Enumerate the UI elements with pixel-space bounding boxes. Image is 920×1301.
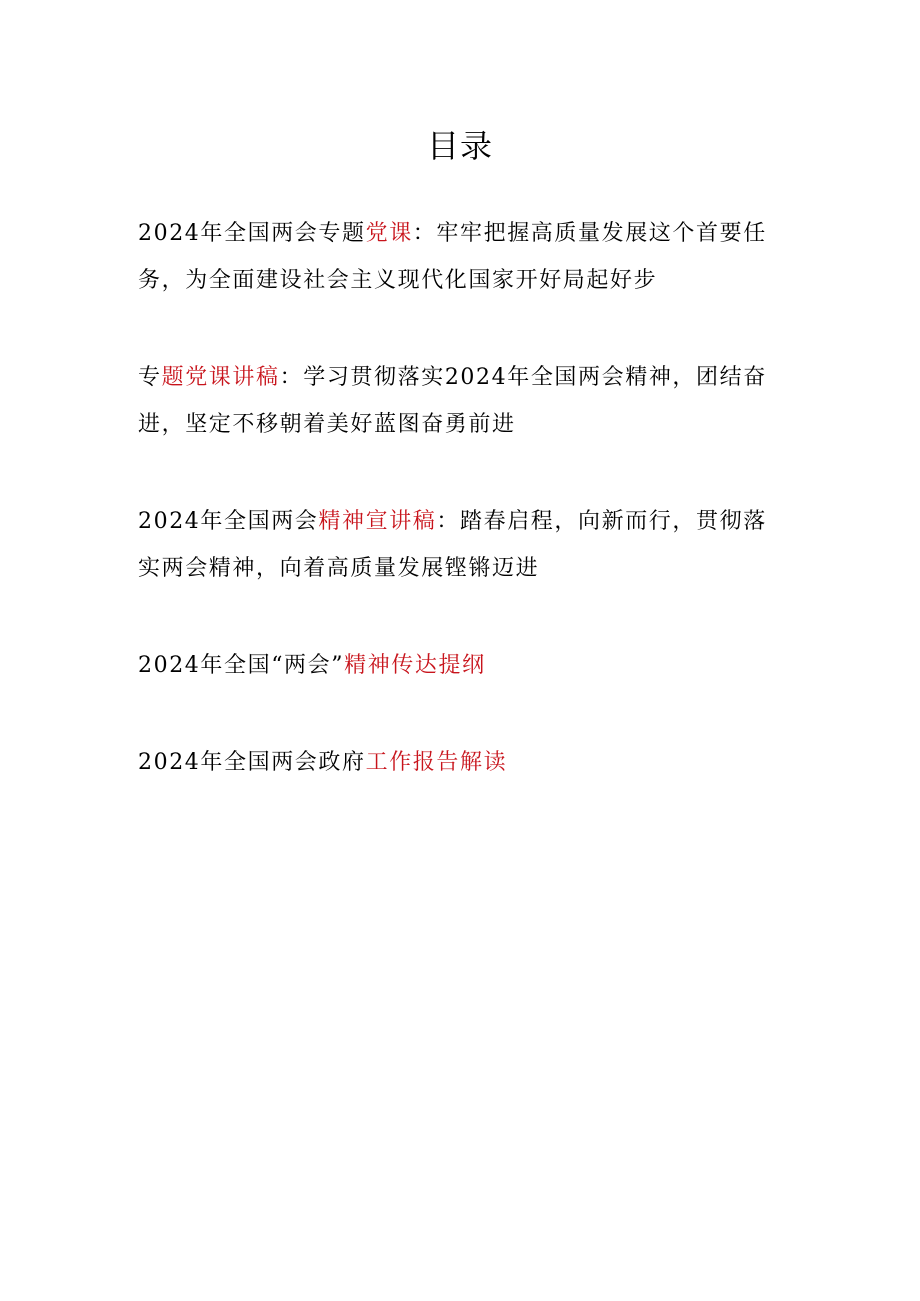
toc-entry-text: ：踏春启程，向新而行，贯彻落实两会精神，向着高质量发展铿锵迈进 [138,509,767,581]
table-of-contents [138,210,778,786]
toc-entry-highlight: 党课 [365,221,413,246]
toc-entry-3[interactable] [138,498,778,592]
toc-entry-highlight: 题党课讲稿 [161,365,280,390]
toc-entry-5[interactable] [138,739,778,786]
toc-entry-highlight: 工作报告解读 [365,750,508,775]
toc-entry-text: 2024年全国两会政府 [138,750,366,775]
toc-entry-4[interactable] [138,642,778,689]
toc-entry-highlight: 精神宣讲稿 [318,509,437,534]
toc-entry-text: ：学习贯彻落实2024年全国两会精神，团结奋进，坚定不移朝着美好蓝图奋勇前进 [138,365,767,437]
toc-entry-text: ：牢牢把握高质量发展这个首要任务，为全面建设社会主义现代化国家开好局起好步 [138,221,767,293]
toc-entry-highlight: 精神传达提纲 [344,653,486,678]
toc-entry-2[interactable] [138,354,778,448]
toc-entry-text: 2024年全国“两会” [138,653,345,678]
page-title: 目录 [426,127,493,165]
toc-entry-text: 专 [138,365,162,390]
toc-entry-text: 2024年全国两会专题 [138,221,366,246]
toc-entry-1[interactable] [138,210,778,304]
toc-entry-text: 2024年全国两会 [138,509,319,534]
